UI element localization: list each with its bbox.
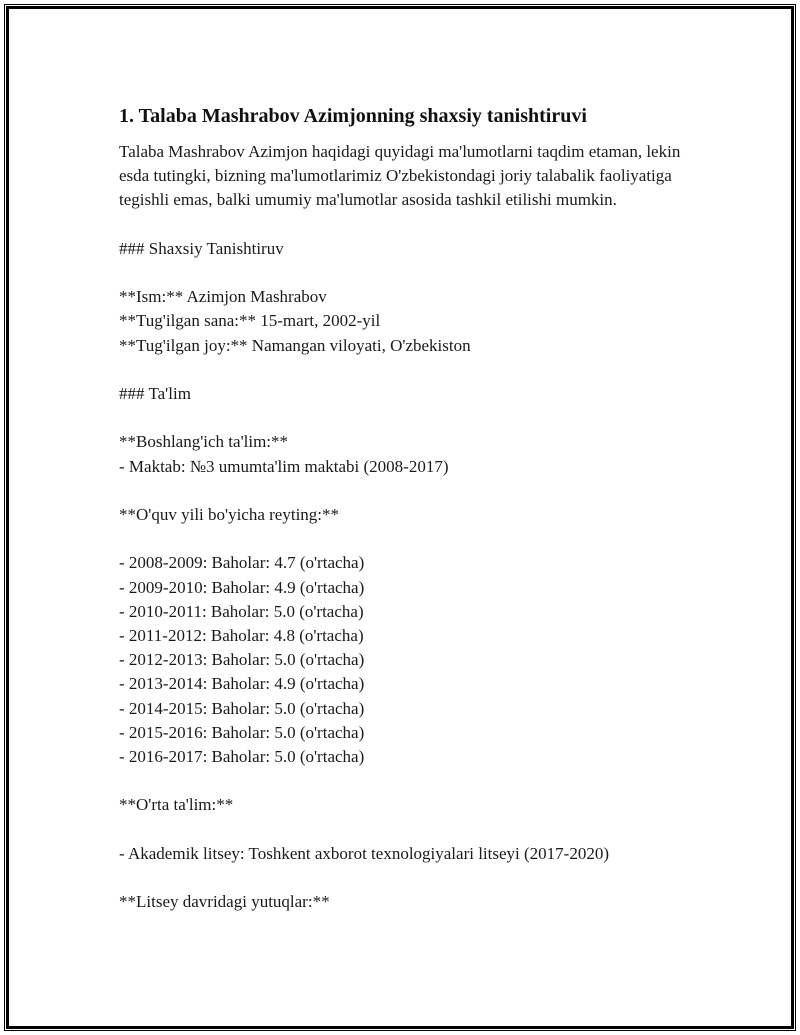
document-title: 1. Talaba Mashrabov Azimjonning shaxsiy tanishtiruvi [119, 105, 587, 127]
rating-item: - 2016-2017: Baholar: 5.0 (o'rtacha) [119, 746, 365, 766]
blank-line [119, 358, 699, 382]
blank-line [119, 406, 699, 430]
personal-name: **Ism:** Azimjon Mashrabov [119, 287, 327, 307]
section-heading-personal: ### Shaxsiy Tanishtiruv [119, 238, 284, 258]
achievements-heading: **Litsey davridagi yutuqlar:** [119, 892, 330, 912]
rating-heading: **O'quv yili bo'yicha reyting:** [119, 504, 340, 524]
blank-line [119, 818, 699, 842]
rating-item: - 2008-2009: Baholar: 4.7 (o'rtacha) [119, 553, 365, 573]
blank-line [119, 213, 699, 237]
primary-education-heading: **Boshlang'ich ta'lim:** [119, 432, 289, 452]
rating-item: - 2009-2010: Baholar: 4.9 (o'rtacha) [119, 577, 365, 597]
rating-item: - 2012-2013: Baholar: 5.0 (o'rtacha) [119, 650, 365, 670]
rating-item: - 2015-2016: Baholar: 5.0 (o'rtacha) [119, 722, 365, 742]
rating-item: - 2014-2015: Baholar: 5.0 (o'rtacha) [119, 698, 365, 718]
blank-line [119, 261, 699, 285]
lyceum-entry: - Akademik litsey: Toshkent axborot texnologiyalari litseyi (2017-2020) [119, 843, 609, 863]
blank-line [119, 527, 699, 551]
personal-birth-date: **Tug'ilgan sana:** 15-mart, 2002-yil [119, 311, 381, 331]
document-body [119, 102, 699, 914]
personal-birth-place: **Tug'ilgan joy:** Namangan viloyati, O'zbekiston [119, 335, 471, 355]
blank-line [119, 479, 699, 503]
primary-school: - Maktab: №3 umumta'lim maktabi (2008-2017) [119, 456, 449, 476]
rating-item: - 2013-2014: Baholar: 4.9 (o'rtacha) [119, 674, 365, 694]
intro-paragraph: Talaba Mashrabov Azimjon haqidagi quyidagi ma'lumotlarni taqdim etaman, lekin esda tutingki, bizning ma'lumotlarimiz O'zbekistondagi joriy talabalik faoliyatiga tegishli emas, balki umumiy ma'lumotlar asosida tashkil etilishi mumkin. [119, 142, 681, 210]
rating-item: - 2011-2012: Baholar: 4.8 (o'rtacha) [119, 625, 364, 645]
secondary-education-heading: **O'rta ta'lim:** [119, 795, 234, 815]
blank-line [119, 866, 699, 890]
blank-line [119, 769, 699, 793]
document-page [6, 6, 794, 1029]
section-heading-education: ### Ta'lim [119, 383, 191, 403]
rating-item: - 2010-2011: Baholar: 5.0 (o'rtacha) [119, 601, 364, 621]
